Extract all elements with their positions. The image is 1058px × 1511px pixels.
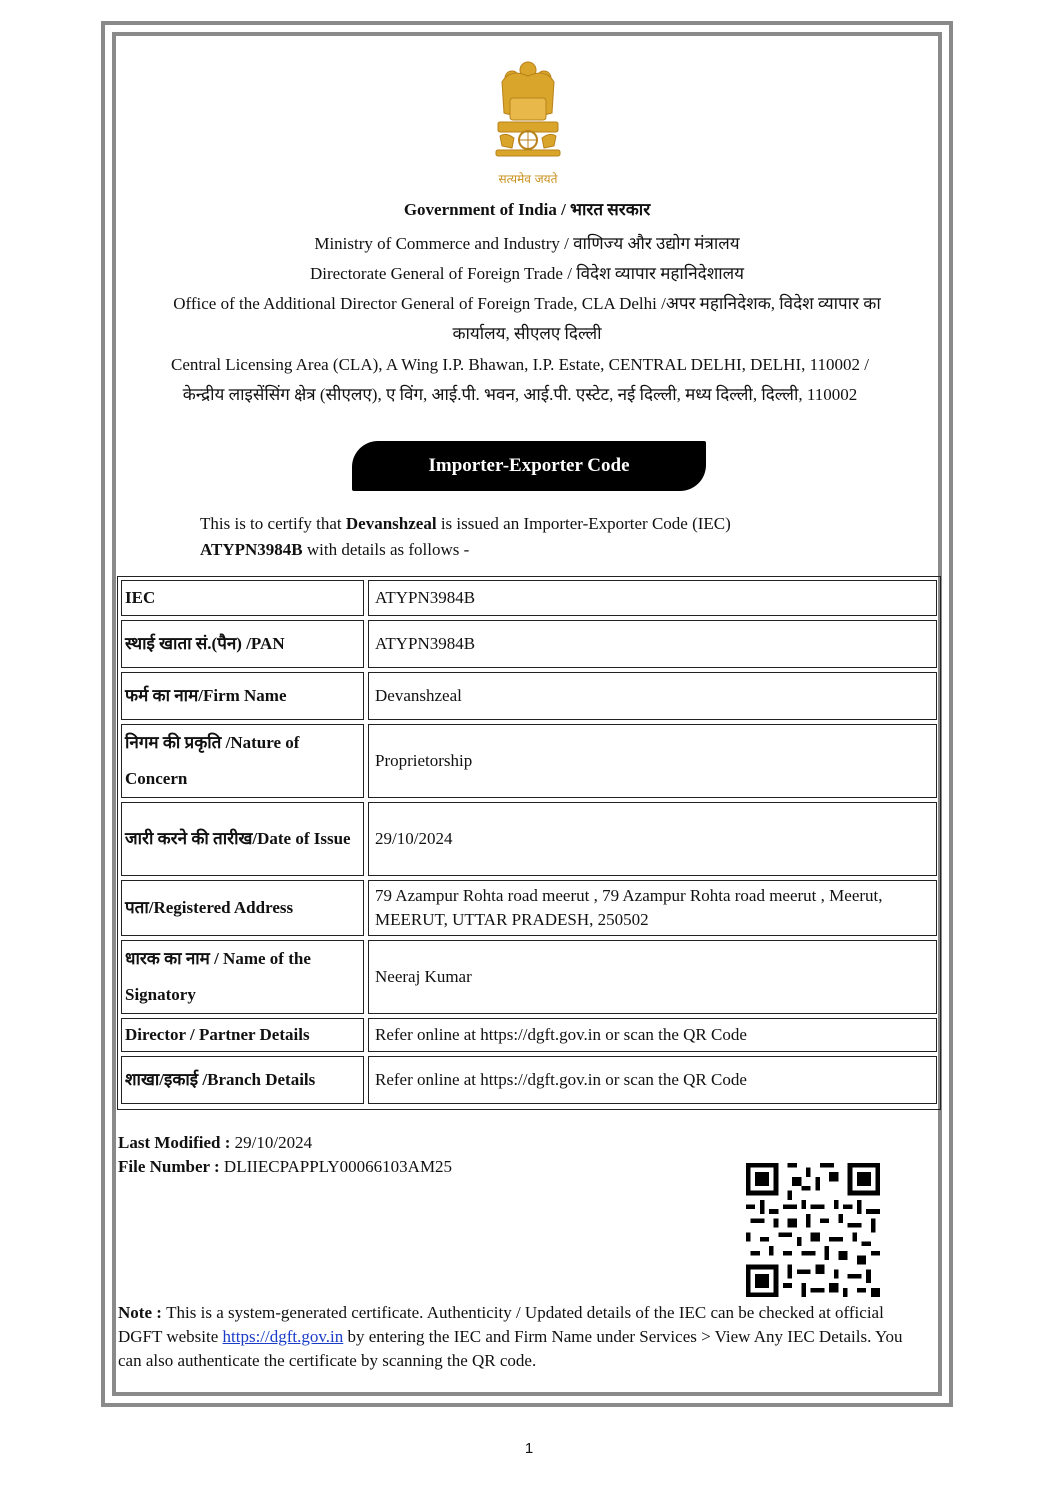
page-number: 1 bbox=[524, 1440, 534, 1457]
cert-iec-code: ATYPN3984B bbox=[200, 540, 303, 559]
row-label: Director / Partner Details bbox=[121, 1018, 364, 1052]
row-value: Refer online at https://dgft.gov.in or scan the QR Code bbox=[368, 1056, 937, 1104]
row-value: Proprietorship bbox=[368, 724, 937, 798]
address-line-1: Central Licensing Area (CLA), A Wing I.P. Bhawan, I.P. Estate, CENTRAL DELHI, DELHI, 110002 / bbox=[171, 355, 869, 374]
row-label: फर्म का नाम/Firm Name bbox=[121, 672, 364, 720]
cert-suffix: with details as follows - bbox=[302, 540, 470, 559]
note-text-1: This is a system-generated certificate. Authenticity / Updated details of the IEC can be checked at official DGFT website bbox=[118, 1303, 884, 1346]
row-value: Devanshzeal bbox=[368, 672, 937, 720]
lion-capital-emblem-icon bbox=[488, 58, 568, 168]
row-value: 29/10/2024 bbox=[368, 802, 937, 876]
certificate-banner bbox=[352, 441, 706, 491]
cert-prefix: This is to certify that bbox=[200, 514, 346, 533]
row-label: स्थाई खाता सं.(पैन) /PAN bbox=[121, 620, 364, 668]
table-row bbox=[121, 880, 937, 936]
table-row bbox=[121, 1056, 937, 1104]
table-row bbox=[121, 724, 937, 798]
banner-title: Importer-Exporter Code bbox=[428, 455, 630, 476]
row-value: Neeraj Kumar bbox=[368, 940, 937, 1014]
address-line-2: केन्द्रीय लाइसेंसिंग क्षेत्र (सीएलए), ए विंग, आई.पी. भवन, आई.पी. एस्टेट, नई दिल्ली, मध्य दिल्ली, दिल्ली, 110002 bbox=[182, 385, 858, 404]
cert-firm-name: Devanshzeal bbox=[345, 514, 437, 533]
iec-details-table bbox=[117, 576, 941, 1110]
note-text-2: by entering the IEC and Firm Name under Services > View Any IEC Details. You can also authenticate the certificate by scanning the QR code. bbox=[118, 1327, 903, 1370]
note-label: Note : bbox=[118, 1303, 167, 1322]
office-line-2: कार्यालय, सीएलए दिल्ली bbox=[452, 324, 602, 343]
directorate-line: Directorate General of Foreign Trade / विदेश व्यापार महानिदेशालय bbox=[309, 264, 745, 283]
row-value: 79 Azampur Rohta road meerut , 79 Azampur Rohta road meerut , Meerut, MEERUT, UTTAR PRADESH, 250502 bbox=[368, 880, 937, 936]
emblem-motto: सत्यमेव जयते bbox=[498, 172, 558, 186]
file-number-value: DLIIECPAPPLY00066103AM25 bbox=[223, 1157, 453, 1176]
row-label: जारी करने की तारीख/Date of Issue bbox=[121, 802, 364, 876]
ministry-line: Ministry of Commerce and Industry / वाणिज्य और उद्योग मंत्रालय bbox=[314, 234, 740, 253]
table-row bbox=[121, 672, 937, 720]
table-row bbox=[121, 1018, 937, 1052]
row-label: निगम की प्रकृति /Nature of Concern bbox=[121, 724, 364, 798]
row-label: पता/Registered Address bbox=[121, 880, 364, 936]
verification-note bbox=[118, 1301, 918, 1373]
government-title: Government of India / भारत सरकार bbox=[403, 200, 651, 219]
table-row bbox=[121, 580, 937, 616]
dgft-website-link[interactable]: https://dgft.gov.in bbox=[222, 1327, 344, 1346]
row-label: शाखा/इकाई /Branch Details bbox=[121, 1056, 364, 1104]
office-line-1: Office of the Additional Director General of Foreign Trade, CLA Delhi /अपर महानिदेशक, विदेश व्यापार का bbox=[173, 294, 881, 313]
last-modified-label: Last Modified : bbox=[118, 1133, 235, 1152]
row-value: Refer online at https://dgft.gov.in or scan the QR Code bbox=[368, 1018, 937, 1052]
certification-statement bbox=[200, 511, 840, 563]
file-number-label: File Number : bbox=[118, 1157, 224, 1176]
row-label: धारक का नाम / Name of the Signatory bbox=[121, 940, 364, 1014]
table-row bbox=[121, 940, 937, 1014]
qr-code-icon[interactable] bbox=[746, 1163, 880, 1297]
row-value: ATYPN3984B bbox=[368, 620, 937, 668]
table-row bbox=[121, 620, 937, 668]
last-modified-value: 29/10/2024 bbox=[234, 1133, 313, 1152]
cert-middle: is issued an Importer-Exporter Code (IEC) bbox=[436, 514, 731, 533]
row-value: ATYPN3984B bbox=[368, 580, 937, 616]
certificate-meta bbox=[118, 1131, 452, 1179]
row-label: IEC bbox=[121, 580, 364, 616]
table-row bbox=[121, 802, 937, 876]
